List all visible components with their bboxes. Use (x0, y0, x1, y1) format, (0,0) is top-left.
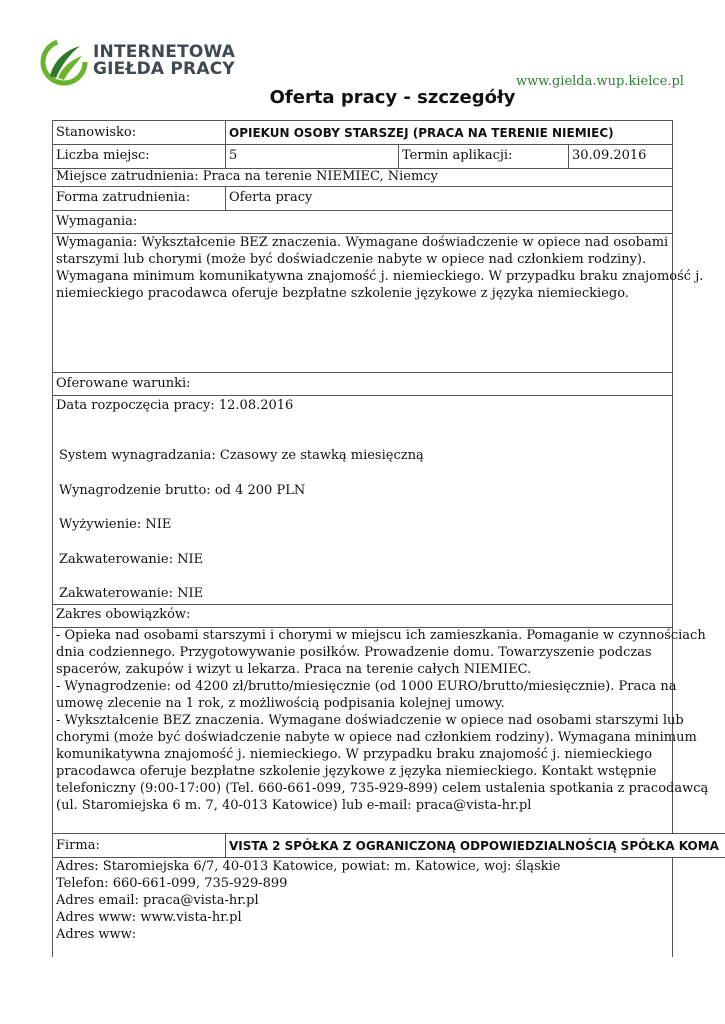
logo (40, 38, 236, 88)
logo-leaf-icon (40, 38, 88, 86)
start-date: Data rozpoczęcia pracy: 12.08.2016 (56, 398, 294, 413)
form-value: Oferta pracy (229, 190, 313, 205)
seats-label: Liczba miejsc: (56, 148, 150, 163)
position-label: Stanowisko: (56, 125, 137, 140)
conditions-label: Oferowane warunki: (56, 376, 191, 391)
gross-pay: Wynagrodzenie brutto: od 4 200 PLN (59, 483, 306, 498)
page-title: Oferta pracy - szczegóły (269, 87, 516, 108)
company-www-empty: Adres www: (56, 927, 137, 942)
pay-system: System wynagradzania: Czasowy ze stawką miesięczną (59, 448, 424, 463)
company-www[interactable]: Adres www: www.vista-hr.pl (56, 910, 242, 925)
company-phone: Telefon: 660-661-099, 735-929-899 (56, 876, 288, 891)
deadline-value: 30.09.2016 (572, 148, 647, 163)
company-label: Firma: (56, 838, 100, 853)
company-address: Adres: Staromiejska 6/7, 40-013 Katowice, powiat: m. Katowice, woj: śląskie (56, 859, 561, 874)
requirements-label-cell (52, 210, 673, 234)
housing-2: Zakwaterowanie: NIE (59, 586, 204, 601)
meals: Wyżywienie: NIE (59, 517, 172, 532)
seats-value: 5 (229, 148, 238, 163)
logo-text (93, 44, 235, 78)
logo-line-2: GIEŁDA PRACY (93, 59, 235, 79)
duties-label: Zakres obowiązków: (56, 607, 191, 622)
location-text: Miejsce zatrudnienia: Praca na terenie NIEMIEC, Niemcy (56, 169, 438, 184)
company-name: VISTA 2 SPÓŁKA Z OGRANICZONĄ ODPOWIEDZIALNOŚCIĄ SPÓŁKA KOMA (229, 839, 719, 853)
form-label: Forma zatrudnienia: (56, 190, 191, 205)
company-email[interactable]: Adres email: praca@vista-hr.pl (56, 893, 259, 908)
seats-value-cell (225, 144, 399, 169)
housing-1: Zakwaterowanie: NIE (59, 552, 204, 567)
position-value: OPIEKUN OSOBY STARSZEJ (PRACA NA TERENIE NIEMIEC) (229, 126, 614, 140)
site-url[interactable]: www.gielda.wup.kielce.pl (516, 74, 684, 89)
requirements-text: Wymagania: Wykształcenie BEZ znaczenia. Wymagane doświadczenie w opiece nad osobami starszymi lub chorymi (może być doświadczenie nabyte w opiece nad członkiem rodziny). Wymagana minimum komunikatywna znajomość j. niemieckiego. W przypadku braku znajomość j. niemieckiego pracodawca oferuje bezpłatne szkolenie językowe z języka niemieckiego. (56, 235, 704, 301)
duties-text: - Opieka nad osobami starszymi i chorymi w miejscu ich zamieszkania. Pomaganie w czynnościach dnia codziennego. Przygotowywanie posiłków. Prowadzenie domu. Towarzyszenie podczas spacerów, zakupów i wizyt u lekarza. Praca na terenie całych NIEMIEC. - Wynagrodzenie: od 4200 zł/brutto/miesięcznie (od 1000 EURO/brutto/miesięcznie). Praca na umowę zlecenie na 1 rok, z możliwością podpisania kolejnej umowy. - Wykształcenie BEZ znaczenia. Wymagane doświadczenie w opiece nad osobami starszymi lub chorymi (może być doświadczenie nabyte w opiece nad członkiem rodziny). Wymagana minimum komunikatywna znajomość j. niemieckiego. W przypadku braku znajomość j. niemieckiego pracodawca oferuje bezpłatne szkolenie językowe z języka niemieckiego. Kontakt wstępnie telefoniczny (9:00-17:00) (Tel. 660-661-099, 735-929-899) celem ustalenia spotkania z pracodawcą (ul. Staromiejska 6 m. 7, 40-013 Katowice) lub e-mail: praca@vista-hr.pl (56, 628, 709, 813)
requirements-label: Wymagania: (56, 214, 138, 229)
deadline-label: Termin aplikacji: (402, 148, 513, 163)
conditions-cell (52, 395, 673, 605)
logo-line-1: INTERNETOWA (93, 42, 236, 62)
